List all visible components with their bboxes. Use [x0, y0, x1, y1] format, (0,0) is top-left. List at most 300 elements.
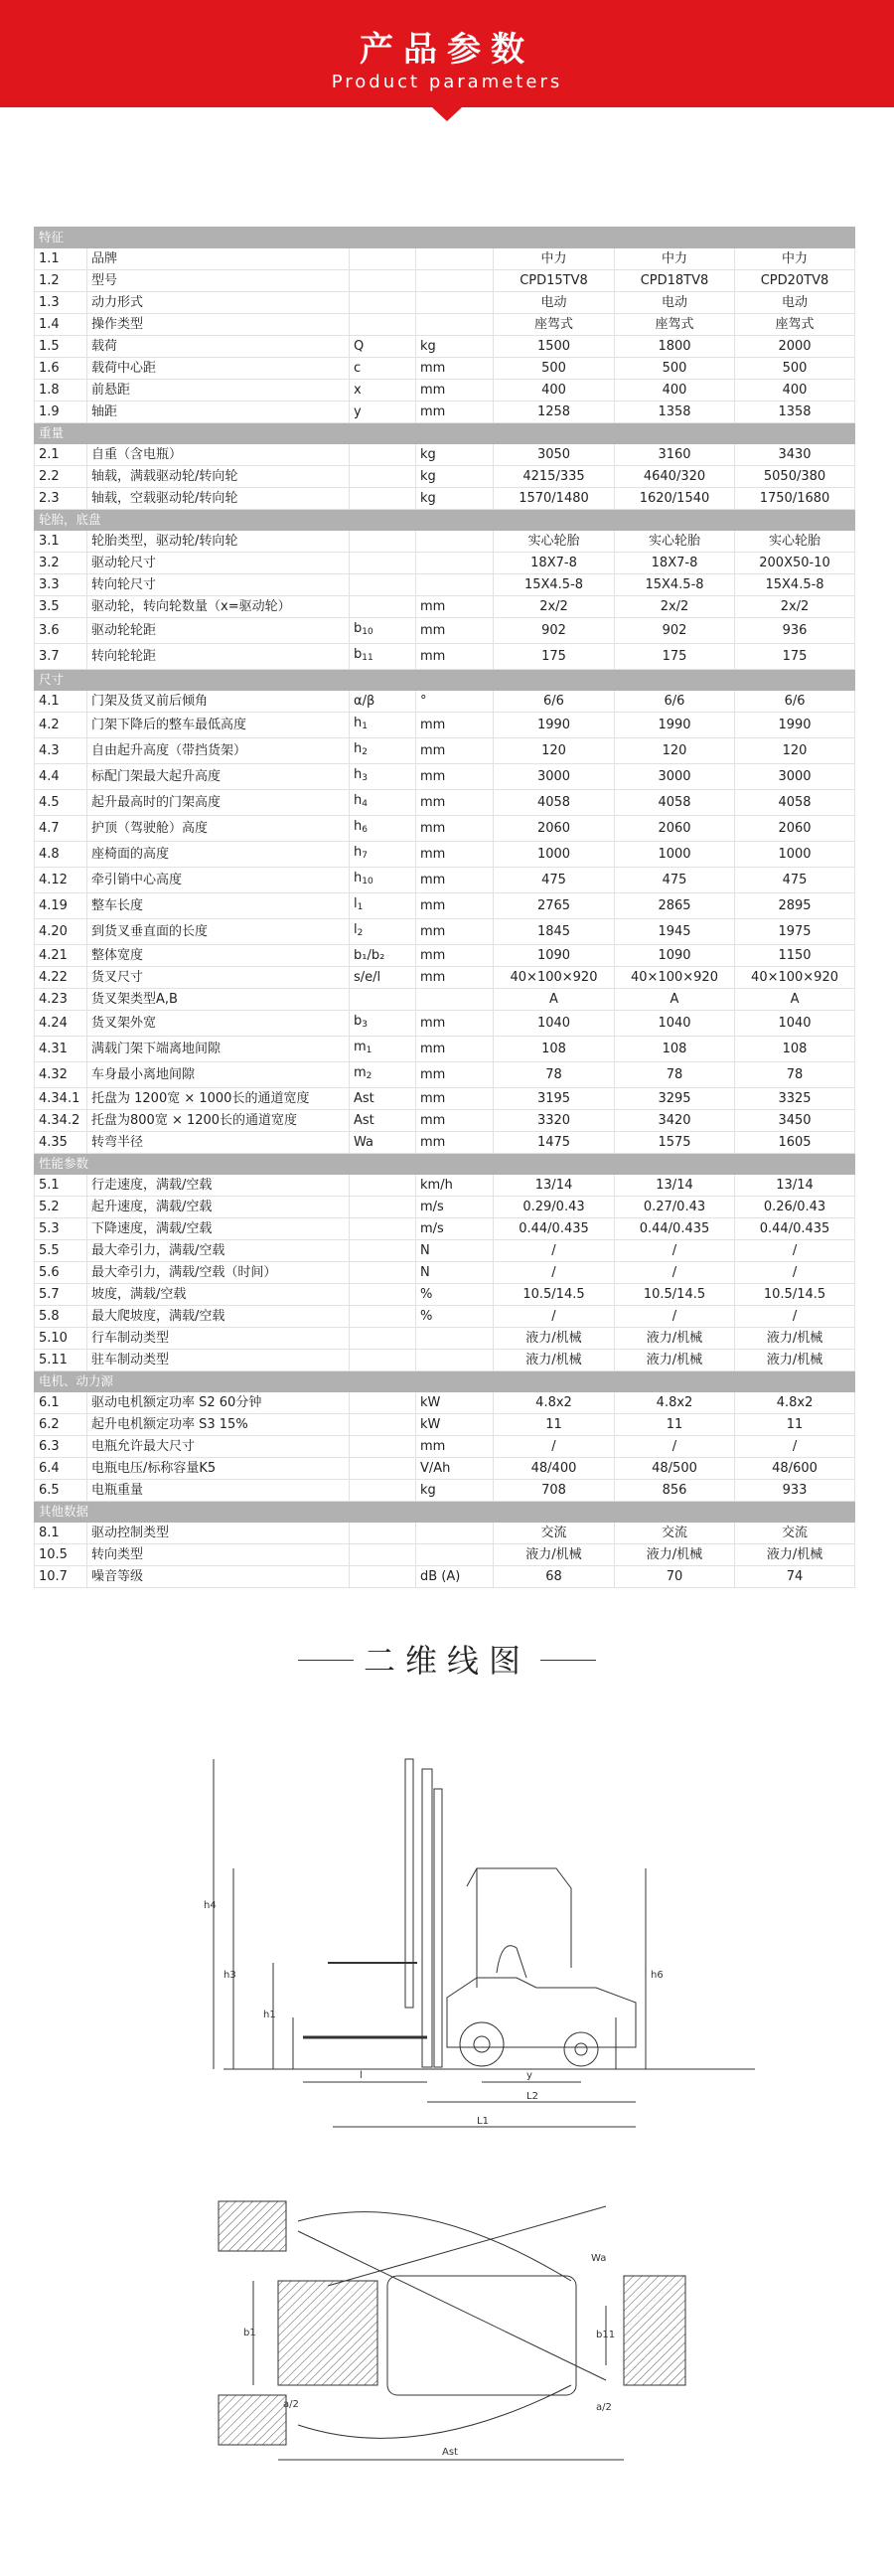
row-parameter: 驻车制动类型 [87, 1350, 350, 1371]
top-view-drawing [219, 2201, 685, 2460]
row-number: 6.2 [35, 1414, 87, 1436]
row-number: 4.7 [35, 816, 87, 842]
row-value-model-3: 4.8x2 [735, 1392, 855, 1414]
row-value-model-2: 6/6 [615, 691, 735, 713]
row-number: 10.5 [35, 1544, 87, 1566]
row-value-model-2: 475 [615, 868, 735, 893]
row-value-model-3: A [735, 989, 855, 1011]
label-l: l [360, 2070, 363, 2081]
row-unit: mm [416, 1011, 494, 1037]
row-number: 1.5 [35, 336, 87, 358]
row-parameter: 噪音等级 [87, 1566, 350, 1588]
symbol-text: h [354, 871, 363, 886]
row-parameter: 自重（含电瓶） [87, 444, 350, 466]
banner-subtitle: Product parameters [331, 72, 563, 92]
row-value-model-2: 70 [615, 1566, 735, 1588]
row-value-model-3: 座驾式 [735, 314, 855, 336]
row-unit: mm [416, 1037, 494, 1062]
mast-inner [434, 1789, 442, 2067]
row-value-model-3: 48/600 [735, 1458, 855, 1480]
row-unit: mm [416, 618, 494, 644]
row-number: 3.1 [35, 531, 87, 553]
row-parameter: 电瓶电压/标称容量K5 [87, 1458, 350, 1480]
row-value-model-1: 0.29/0.43 [494, 1197, 615, 1218]
label-h6: h6 [651, 1970, 664, 1981]
row-unit: mm [416, 644, 494, 670]
row-number: 3.2 [35, 553, 87, 574]
turning-radius-line-2 [328, 2206, 606, 2286]
row-unit: kW [416, 1392, 494, 1414]
row-value-model-1: 120 [494, 738, 615, 764]
row-value-model-3: 实心轮胎 [735, 531, 855, 553]
row-value-model-2: 1000 [615, 842, 735, 868]
row-number: 4.1 [35, 691, 87, 713]
row-number: 1.3 [35, 292, 87, 314]
row-parameter: 轴载，空载驱动轮/转向轮 [87, 488, 350, 510]
row-parameter: 起升最高时的门架高度 [87, 790, 350, 816]
row-unit: dB (A) [416, 1566, 494, 1588]
row-unit: mm [416, 1132, 494, 1154]
row-value-model-1: 18X7-8 [494, 553, 615, 574]
symbol-text: h [354, 741, 363, 756]
symbol-text: l [354, 922, 358, 937]
row-value-model-1: 40×100×920 [494, 967, 615, 989]
row-value-model-1: 2060 [494, 816, 615, 842]
pallet-top-left [219, 2201, 286, 2251]
row-value-model-2: 3295 [615, 1088, 735, 1110]
row-value-model-3: 13/14 [735, 1175, 855, 1197]
row-unit: N [416, 1240, 494, 1262]
row-number: 3.5 [35, 596, 87, 618]
row-parameter: 护顶（驾驶舱）高度 [87, 816, 350, 842]
row-value-model-3: 电动 [735, 292, 855, 314]
row-value-model-1: 13/14 [494, 1175, 615, 1197]
row-number: 4.23 [35, 989, 87, 1011]
row-number: 10.7 [35, 1566, 87, 1588]
row-parameter: 门架及货叉前后倾角 [87, 691, 350, 713]
symbol-subscript: 3 [362, 773, 368, 783]
row-parameter: 转向类型 [87, 1544, 350, 1566]
row-parameter: 自由起升高度（带挡货架） [87, 738, 350, 764]
row-parameter: 最大爬坡度，满载/空载 [87, 1306, 350, 1328]
overhead-guard [467, 1868, 571, 1968]
row-value-model-2: / [615, 1240, 735, 1262]
row-parameter: 座椅面的高度 [87, 842, 350, 868]
row-value-model-2: 48/500 [615, 1458, 735, 1480]
row-value-model-2: 1990 [615, 713, 735, 738]
row-value-model-1: 0.44/0.435 [494, 1218, 615, 1240]
row-value-model-2: / [615, 1306, 735, 1328]
row-value-model-2: 500 [615, 358, 735, 380]
row-unit: mm [416, 967, 494, 989]
row-parameter: 转向轮轮距 [87, 644, 350, 670]
pallet-bottom-left [219, 2395, 286, 2445]
row-value-model-3: 1358 [735, 402, 855, 423]
row-parameter: 标配门架最大起升高度 [87, 764, 350, 790]
row-number: 4.8 [35, 842, 87, 868]
rear-hub [575, 2043, 587, 2055]
row-number: 4.2 [35, 713, 87, 738]
row-number: 5.8 [35, 1306, 87, 1328]
row-value-model-3: 475 [735, 868, 855, 893]
row-value-model-2: 1945 [615, 919, 735, 945]
row-value-model-2: 2060 [615, 816, 735, 842]
row-value-model-3: 2000 [735, 336, 855, 358]
row-value-model-3: 1605 [735, 1132, 855, 1154]
row-unit: % [416, 1284, 494, 1306]
row-number: 3.3 [35, 574, 87, 596]
row-parameter: 轴载，满载驱动轮/转向轮 [87, 466, 350, 488]
row-unit: N [416, 1262, 494, 1284]
row-unit: % [416, 1306, 494, 1328]
symbol-subscript: 1 [357, 902, 364, 912]
row-number: 4.4 [35, 764, 87, 790]
row-unit: kg [416, 444, 494, 466]
row-value-model-3: 1150 [735, 945, 855, 967]
row-value-model-1: 15X4.5-8 [494, 574, 615, 596]
row-value-model-2: 78 [615, 1062, 735, 1088]
row-value-model-1: 2765 [494, 893, 615, 919]
row-parameter: 驱动轮轮距 [87, 618, 350, 644]
row-value-model-1: 1000 [494, 842, 615, 868]
row-value-model-2: 交流 [615, 1523, 735, 1544]
row-value-model-1: 108 [494, 1037, 615, 1062]
row-value-model-3: 液力/机械 [735, 1350, 855, 1371]
row-parameter: 转向轮尺寸 [87, 574, 350, 596]
row-value-model-3: 175 [735, 644, 855, 670]
row-parameter: 电瓶允许最大尺寸 [87, 1436, 350, 1458]
symbol-text: m [354, 1040, 367, 1054]
row-value-model-3: 3000 [735, 764, 855, 790]
row-value-model-1: 475 [494, 868, 615, 893]
row-number: 4.22 [35, 967, 87, 989]
row-value-model-2: / [615, 1262, 735, 1284]
row-value-model-3: 400 [735, 380, 855, 402]
row-number: 4.31 [35, 1037, 87, 1062]
row-value-model-2: 2x/2 [615, 596, 735, 618]
row-parameter: 到货叉垂直面的长度 [87, 919, 350, 945]
row-value-model-2: 11 [615, 1414, 735, 1436]
row-value-model-2: 175 [615, 644, 735, 670]
row-number: 5.2 [35, 1197, 87, 1218]
row-unit: mm [416, 868, 494, 893]
row-unit: mm [416, 402, 494, 423]
row-unit: mm [416, 919, 494, 945]
row-parameter: 驱动轮尺寸 [87, 553, 350, 574]
truck-top-outline [387, 2276, 576, 2395]
label-h1: h1 [263, 2010, 276, 2020]
label-Ast: Ast [442, 2447, 458, 2458]
section-title: 电机、动力源 [35, 1371, 855, 1392]
row-value-model-2: A [615, 989, 735, 1011]
row-value-model-3: 0.44/0.435 [735, 1218, 855, 1240]
row-parameter: 货叉尺寸 [87, 967, 350, 989]
row-value-model-2: 856 [615, 1480, 735, 1502]
row-parameter: 起升电机额定功率 S3 15% [87, 1414, 350, 1436]
row-value-model-2: 液力/机械 [615, 1544, 735, 1566]
turning-arc-top [298, 2212, 571, 2281]
front-hub [474, 2036, 490, 2052]
row-parameter: 下降速度，满载/空载 [87, 1218, 350, 1240]
row-value-model-1: 液力/机械 [494, 1544, 615, 1566]
row-value-model-1: 实心轮胎 [494, 531, 615, 553]
row-parameter: 托盘为800宽 × 1200长的通道宽度 [87, 1110, 350, 1132]
row-value-model-3: / [735, 1240, 855, 1262]
label-b1: b1 [243, 2328, 256, 2338]
row-value-model-1: 902 [494, 618, 615, 644]
row-unit: mm [416, 1062, 494, 1088]
row-value-model-3: 1750/1680 [735, 488, 855, 510]
row-number: 8.1 [35, 1523, 87, 1544]
row-value-model-2: 3000 [615, 764, 735, 790]
side-view-drawing [204, 1759, 755, 2127]
row-value-model-3: 1040 [735, 1011, 855, 1037]
row-value-model-1: 1090 [494, 945, 615, 967]
row-value-model-1: 4058 [494, 790, 615, 816]
row-unit: mm [416, 945, 494, 967]
row-value-model-3: 108 [735, 1037, 855, 1062]
symbol-text: b₁/b₂ [354, 948, 385, 963]
row-value-model-1: 68 [494, 1566, 615, 1588]
row-value-model-3: 1990 [735, 713, 855, 738]
row-value-model-1: 48/400 [494, 1458, 615, 1480]
row-unit: km/h [416, 1175, 494, 1197]
symbol-text: Q [354, 339, 365, 354]
row-value-model-1: 3195 [494, 1088, 615, 1110]
row-number: 4.34.1 [35, 1088, 87, 1110]
row-value-model-2: 120 [615, 738, 735, 764]
row-value-model-1: 1500 [494, 336, 615, 358]
row-value-model-2: 2865 [615, 893, 735, 919]
row-number: 1.2 [35, 270, 87, 292]
symbol-text: α/β [354, 694, 375, 709]
row-value-model-3: 120 [735, 738, 855, 764]
row-parameter: 操作类型 [87, 314, 350, 336]
symbol-text: x [354, 383, 362, 398]
row-unit: m/s [416, 1218, 494, 1240]
row-value-model-2: 液力/机械 [615, 1328, 735, 1350]
symbol-text: h [354, 793, 363, 808]
row-unit: kg [416, 466, 494, 488]
row-value-model-3: 液力/机械 [735, 1328, 855, 1350]
row-number: 4.20 [35, 919, 87, 945]
symbol-subscript: 2 [357, 928, 364, 938]
label-L1: L1 [477, 2116, 489, 2127]
row-parameter: 整车长度 [87, 893, 350, 919]
row-value-model-3: / [735, 1262, 855, 1284]
row-number: 4.19 [35, 893, 87, 919]
symbol-subscript: 11 [362, 653, 373, 663]
row-value-model-1: 液力/机械 [494, 1350, 615, 1371]
row-parameter: 前悬距 [87, 380, 350, 402]
symbol-subscript: 1 [366, 1046, 372, 1055]
row-unit: kW [416, 1414, 494, 1436]
mast-outer [422, 1769, 432, 2067]
pallet-right [624, 2276, 685, 2385]
row-value-model-1: 78 [494, 1062, 615, 1088]
symbol-text: y [354, 404, 362, 419]
section-title: 尺寸 [35, 670, 855, 691]
row-value-model-3: 1975 [735, 919, 855, 945]
row-value-model-1: CPD15TV8 [494, 270, 615, 292]
row-value-model-2: 实心轮胎 [615, 531, 735, 553]
row-unit: mm [416, 738, 494, 764]
row-unit: kg [416, 336, 494, 358]
label-Wa: Wa [591, 2253, 607, 2264]
row-number: 5.11 [35, 1350, 87, 1371]
label-h3: h3 [224, 1970, 236, 1981]
row-value-model-3: 3430 [735, 444, 855, 466]
row-value-model-2: 18X7-8 [615, 553, 735, 574]
symbol-subscript: 6 [362, 825, 368, 835]
symbol-text: h [354, 845, 363, 860]
row-value-model-1: A [494, 989, 615, 1011]
row-number: 5.7 [35, 1284, 87, 1306]
row-unit: mm [416, 358, 494, 380]
row-value-model-1: 4215/335 [494, 466, 615, 488]
row-value-model-1: 6/6 [494, 691, 615, 713]
row-number: 2.3 [35, 488, 87, 510]
row-number: 4.24 [35, 1011, 87, 1037]
row-value-model-3: 交流 [735, 1523, 855, 1544]
row-parameter: 行车制动类型 [87, 1328, 350, 1350]
row-value-model-1: 3050 [494, 444, 615, 466]
row-number: 3.6 [35, 618, 87, 644]
symbol-text: h [354, 819, 363, 834]
row-unit: mm [416, 790, 494, 816]
row-parameter: 轮胎类型，驱动轮/转向轮 [87, 531, 350, 553]
row-number: 2.2 [35, 466, 87, 488]
row-value-model-3: 1000 [735, 842, 855, 868]
row-parameter: 动力形式 [87, 292, 350, 314]
symbol-text: m [354, 1065, 367, 1080]
row-value-model-1: / [494, 1436, 615, 1458]
row-value-model-2: 3420 [615, 1110, 735, 1132]
row-value-model-1: 1990 [494, 713, 615, 738]
section-title: 特征 [35, 228, 855, 248]
row-parameter: 货叉架外宽 [87, 1011, 350, 1037]
row-value-model-2: 0.44/0.435 [615, 1218, 735, 1240]
row-value-model-2: 1358 [615, 402, 735, 423]
row-value-model-2: 400 [615, 380, 735, 402]
row-unit: mm [416, 1110, 494, 1132]
turning-arc-bottom [298, 2385, 571, 2438]
truck-body [447, 1978, 636, 2047]
row-value-model-3: 11 [735, 1414, 855, 1436]
row-unit: kg [416, 1480, 494, 1502]
row-value-model-3: 液力/机械 [735, 1544, 855, 1566]
row-unit: mm [416, 816, 494, 842]
row-value-model-3: 3450 [735, 1110, 855, 1132]
row-value-model-2: 108 [615, 1037, 735, 1062]
row-value-model-2: 902 [615, 618, 735, 644]
row-value-model-3: 3325 [735, 1088, 855, 1110]
symbol-subscript: 10 [362, 627, 373, 637]
symbol-text: b [354, 1014, 363, 1029]
row-value-model-3: 0.26/0.43 [735, 1197, 855, 1218]
row-value-model-2: 3160 [615, 444, 735, 466]
row-number: 2.1 [35, 444, 87, 466]
label-h4: h4 [204, 1900, 217, 1911]
row-value-model-1: 3320 [494, 1110, 615, 1132]
row-value-model-1: 2x/2 [494, 596, 615, 618]
rear-wheel [564, 2032, 598, 2066]
row-value-model-3: / [735, 1306, 855, 1328]
row-number: 3.7 [35, 644, 87, 670]
row-value-model-3: 15X4.5-8 [735, 574, 855, 596]
row-value-model-2: 座驾式 [615, 314, 735, 336]
row-value-model-2: 1040 [615, 1011, 735, 1037]
row-value-model-2: 4058 [615, 790, 735, 816]
row-unit: mm [416, 1088, 494, 1110]
row-parameter: 最大牵引力，满载/空载 [87, 1240, 350, 1262]
diagram-title: 二维线图 [363, 1642, 530, 1680]
section-title: 轮胎，底盘 [35, 510, 855, 531]
row-value-model-1: 交流 [494, 1523, 615, 1544]
row-value-model-1: 3000 [494, 764, 615, 790]
row-number: 6.3 [35, 1436, 87, 1458]
row-number: 1.4 [35, 314, 87, 336]
symbol-text: b [354, 621, 363, 636]
row-value-model-3: 500 [735, 358, 855, 380]
row-parameter: 满载门架下端离地间隙 [87, 1037, 350, 1062]
row-value-model-1: / [494, 1240, 615, 1262]
front-wheel [460, 2022, 504, 2066]
row-unit: m/s [416, 1197, 494, 1218]
row-value-model-2: 4.8x2 [615, 1392, 735, 1414]
symbol-subscript: 7 [362, 851, 368, 861]
row-parameter: 车身最小离地间隙 [87, 1062, 350, 1088]
row-parameter: 行走速度，满载/空载 [87, 1175, 350, 1197]
row-value-model-3: 6/6 [735, 691, 855, 713]
section-title: 性能参数 [35, 1154, 855, 1175]
row-unit: mm [416, 1436, 494, 1458]
symbol-text: Wa [354, 1135, 373, 1150]
row-value-model-3: 2x/2 [735, 596, 855, 618]
row-value-model-3: 5050/380 [735, 466, 855, 488]
label-b11: b11 [596, 2330, 616, 2340]
symbol-text: b [354, 647, 363, 662]
row-number: 4.21 [35, 945, 87, 967]
row-value-model-3: 78 [735, 1062, 855, 1088]
label-a2-right: a/2 [596, 2402, 612, 2413]
symbol-subscript: 1 [362, 722, 368, 731]
row-value-model-1: 电动 [494, 292, 615, 314]
symbol-subscript: 2 [366, 1071, 372, 1081]
row-value-model-2: 10.5/14.5 [615, 1284, 735, 1306]
row-value-model-3: 200X50-10 [735, 553, 855, 574]
label-L2: L2 [526, 2091, 538, 2102]
row-value-model-1: 1570/1480 [494, 488, 615, 510]
row-unit: kg [416, 488, 494, 510]
row-unit: V/Ah [416, 1458, 494, 1480]
row-value-model-1: 500 [494, 358, 615, 380]
row-number: 6.1 [35, 1392, 87, 1414]
row-value-model-1: 1475 [494, 1132, 615, 1154]
symbol-subscript: 3 [362, 1020, 368, 1030]
row-parameter: 轴距 [87, 402, 350, 423]
row-value-model-1: / [494, 1306, 615, 1328]
row-parameter: 驱动轮，转向轮数量（x=驱动轮） [87, 596, 350, 618]
row-value-model-2: 1800 [615, 336, 735, 358]
row-value-model-1: 10.5/14.5 [494, 1284, 615, 1306]
row-unit: mm [416, 380, 494, 402]
row-value-model-1: 11 [494, 1414, 615, 1436]
symbol-subscript: 4 [362, 799, 368, 809]
row-value-model-2: CPD18TV8 [615, 270, 735, 292]
row-number: 4.5 [35, 790, 87, 816]
symbol-text: s/e/l [354, 970, 381, 985]
